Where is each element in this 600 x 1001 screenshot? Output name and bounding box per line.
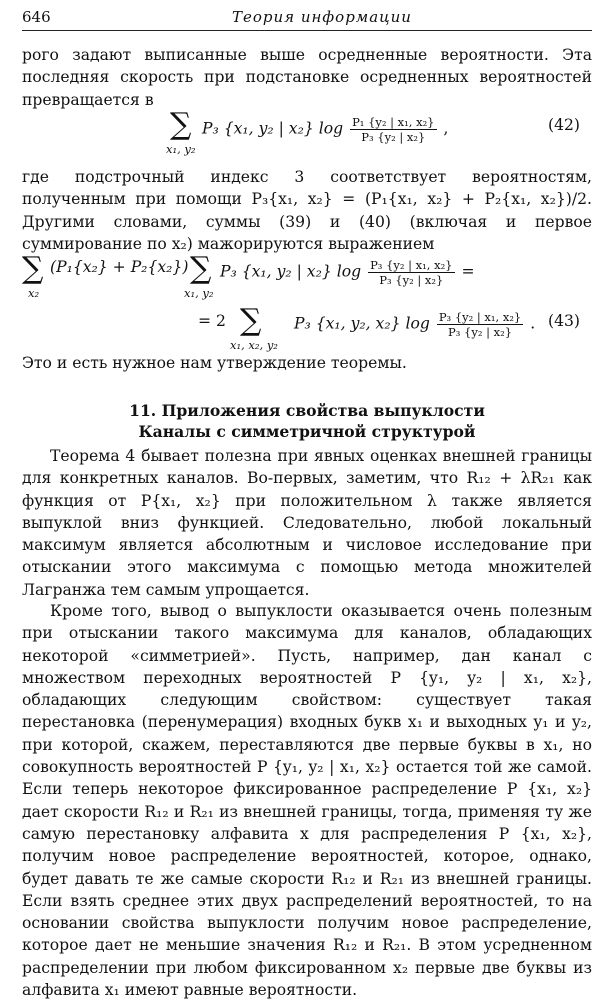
page-number: 646 bbox=[22, 8, 51, 26]
equation-43-line2-expression: P₃ {x₁, y₂, x₂} log bbox=[294, 314, 430, 333]
section-heading bbox=[22, 400, 592, 442]
equals-sign: = bbox=[461, 262, 475, 281]
sum-subscript: x₁, x₂, y₂ bbox=[230, 338, 278, 352]
equation-43-term1 bbox=[50, 258, 188, 276]
equation-43-fraction bbox=[368, 258, 454, 287]
paragraph-4-text: Теорема 4 бывает полезна при явных оценках внешней границы для конкретных каналов. Во-первых, заметим, что R₁₂ + λR₂₁ как функция от P{x₁, x₂} при положительном λ также является выпуклой вниз функцией. Следовательно, любой локальный максимум является абсолютным и числовое исследование при отыскании этого максимума с помощью метода множителей Лагранжа тем самым упрощается. bbox=[22, 447, 592, 599]
fraction-numerator: P₃ {y₂ | x₁, x₂} bbox=[438, 310, 522, 324]
page-header bbox=[22, 8, 592, 31]
sum-subscript: x₁, y₂ bbox=[166, 142, 196, 156]
fraction-numerator: P₁ {y₂ | x₁, x₂} bbox=[352, 115, 435, 129]
paragraph-5 bbox=[22, 600, 592, 1001]
paragraph-1-text: рого задают выписанные выше осредненные вероятности. Эта последняя скорость при подстановке осредненных вероятностей превращается в bbox=[22, 46, 592, 109]
equation-number-43: (43) bbox=[548, 312, 581, 330]
equation-42-body bbox=[202, 115, 448, 144]
fraction-numerator: P₃ {y₂ | x₁, x₂} bbox=[370, 258, 453, 272]
equation-42-tail: , bbox=[443, 119, 449, 138]
paragraph-2 bbox=[22, 166, 592, 255]
paragraph-3-text: Это и есть нужное нам утверждение теоремы. bbox=[22, 354, 407, 372]
paragraph-5-text: Кроме того, вывод о выпуклости оказывается очень полезным при отыскании такого максимума для каналов, обладающих некоторой «симметрией». Пусть, например, дан канал с множеством переходных вероятностей P {y₁, y₂ | x₁, x₂}, обладающих следующим свойством: существует такая перестановка (перенумерация) входных букв x₁ и выходных y₁ и y₂, при которой, скажем, переставляются две первые буквы в x₁, но совокупность вероятностей P {y₁, y₂ | x₁, x₂} остается той же самой. Если теперь некоторое фиксированное распределение P {x₁, x₂} дает скорости R₁₂ и R₂₁ из внешней границы, тогда, применяя ту же самую перестановку алфавита x для распределения P {x₁, x₂}, получим новое распределение вероятностей, которое, однако, будет давать те же самые скорости R₁₂ и R₂₁ из внешней границы. Если взять среднее этих двух распределений вероятностей, то на основании свойства выпуклости получим новое распределение, которое дает не меньшие значения R₁₂ и R₂₁. В этом усредненном распределении при любом фиксированном x₂ первые две буквы из алфавита x₁ имеют равные вероятности. bbox=[22, 602, 592, 1000]
sum-subscript: x₁, y₂ bbox=[184, 286, 214, 300]
paragraph-2-text: где подстрочный индекс 3 соответствует вероятностям, полученным при помощи P₃{x₁, x₂} = (P₁{x₁, x₂} + P₂{x₁, x₂})/2. Другими словами, суммы (39) и (40) (включая и первое суммирование по x₂) мажорируются выражением bbox=[22, 168, 592, 253]
running-title: Теория информации bbox=[232, 8, 412, 26]
fraction-denominator: P₃ {y₂ | x₂} bbox=[361, 130, 426, 144]
equation-43-term2 bbox=[220, 258, 475, 287]
equation-43-lead: = 2 bbox=[198, 312, 226, 330]
section-title-line-1: 11. Приложения свойства выпуклости bbox=[129, 401, 485, 420]
sum-subscript: x₂ bbox=[28, 286, 40, 300]
equation-43-expression: P₃ {x₁, y₂ | x₂} log bbox=[220, 262, 362, 281]
period: . bbox=[530, 314, 536, 333]
sum-operator: ∑ bbox=[170, 107, 192, 142]
equation-number-42: (42) bbox=[548, 116, 581, 134]
equation-43-line2 bbox=[294, 310, 535, 339]
sum-operator: ∑ bbox=[240, 303, 262, 338]
paragraph-3 bbox=[22, 352, 592, 374]
equation-43-line2-fraction bbox=[437, 310, 523, 339]
sum-operator: ∑ bbox=[190, 251, 212, 286]
fraction-denominator: P₃ {y₂ | x₂} bbox=[448, 325, 513, 339]
paragraph-1 bbox=[22, 44, 592, 111]
sum-operator: ∑ bbox=[22, 251, 44, 286]
equation-42-expression: P₃ {x₁, y₂ | x₂} log bbox=[202, 119, 344, 138]
equation-43-weights: (P₁{x₂} + P₂{x₂}) bbox=[50, 258, 189, 276]
fraction-denominator: P₃ {y₂ | x₂} bbox=[379, 273, 444, 287]
paragraph-4 bbox=[22, 445, 592, 601]
equation-42-fraction bbox=[350, 115, 436, 144]
section-title-line-2: Каналы с симметричной структурой bbox=[138, 422, 476, 441]
